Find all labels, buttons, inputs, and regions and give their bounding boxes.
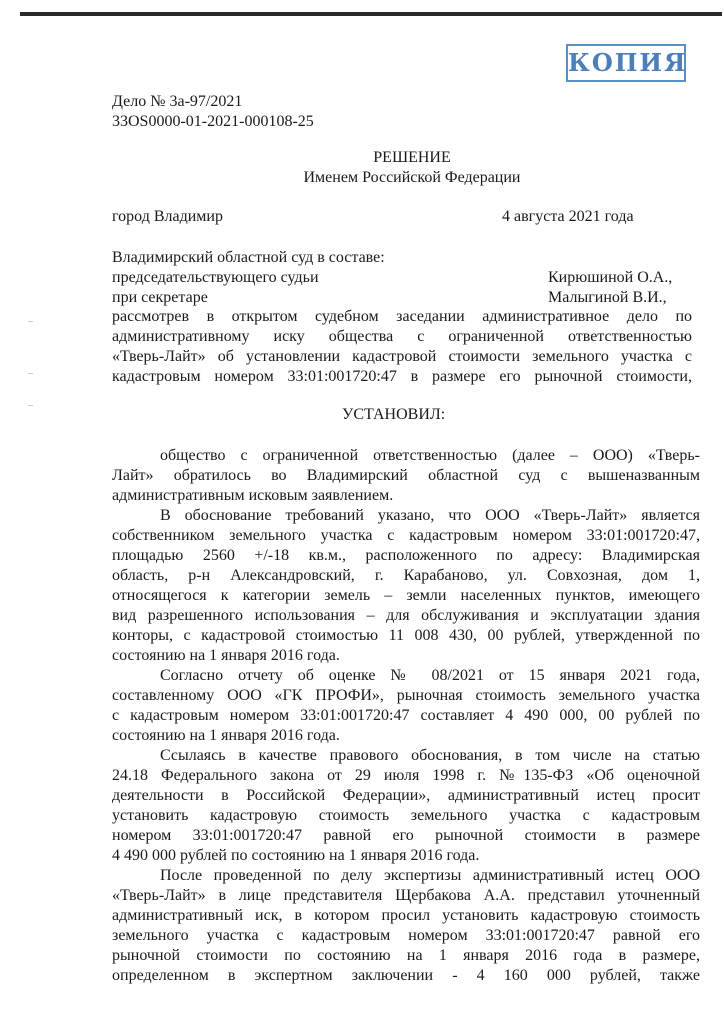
- body-line: После проведенной по делу экспертизы административный истец ООО: [160, 867, 700, 884]
- body-line: область, р-н Александровский, г. Карабаново, ул. Совхозная, дом 1,: [112, 567, 700, 584]
- body-line: В обоснование требований указано, что ООО «Тверь-Лайт» является: [160, 507, 700, 524]
- body-line: общество с ограниченной ответственностью (далее – ООО) «Тверь-: [160, 447, 700, 464]
- scan-top-border: [20, 12, 722, 16]
- body-line: «Тверь-Лайт» в лице представителя Щербакова А.А. представил уточненный: [112, 887, 700, 904]
- body-line: номером 33:01:001720:47 равной его рыночной стоимости в размере: [112, 827, 700, 844]
- document-title: РЕШЕНИЕ: [373, 149, 451, 166]
- body-line: Ссылаясь в качестве правового обоснования, в том числе на статью: [160, 747, 700, 764]
- court-composition: Владимирский областной суд в составе:: [112, 249, 385, 266]
- intro-line: рассмотрев в открытом судебном заседании административное дело по: [112, 308, 692, 325]
- body-line: состоянию на 1 января 2016 года.: [112, 647, 340, 664]
- body-line: административный иск, в котором просил установить кадастровую стоимость: [112, 907, 700, 924]
- intro-line: кадастровым номером 33:01:001720:47 в размере его рыночной стоимости,: [112, 368, 692, 385]
- body-line: Согласно отчету об оценке № 08/2021 от 15 января 2021 года,: [160, 667, 700, 684]
- judge-name: Кирюшиной О.А.,: [548, 269, 673, 286]
- body-line: установить кадастровую стоимость земельного участка с кадастровым: [112, 807, 700, 824]
- body-line: с кадастровым номером 33:01:001720:47 составляет 4 490 000, 00 рублей по: [112, 707, 700, 724]
- body-line: составленному ООО «ГК ПРОФИ», рыночная стоимость земельного участка: [112, 687, 700, 704]
- copy-stamp: КОПИЯ: [566, 44, 686, 82]
- case-number: Дело № 3а-97/2021: [112, 93, 243, 110]
- document-subtitle: Именем Российской Федерации: [303, 169, 521, 186]
- body-line: определенном в экспертном заключении - 4 160 000 рублей, также: [112, 967, 700, 984]
- body-line: конторы, с кадастровой стоимостью 11 008 430, 00 рублей, утвержденной по: [112, 627, 700, 644]
- secretary-role: при секретаре: [112, 289, 208, 306]
- judge-role: председательствующего судьи: [112, 269, 319, 286]
- scan-artifact: –: [28, 400, 33, 411]
- body-line: деятельности в Российской Федерации», административный истец просит: [112, 787, 700, 804]
- place: город Владимир: [112, 208, 223, 225]
- scan-artifact: –: [28, 368, 33, 379]
- section-heading: УСТАНОВИЛ:: [342, 406, 446, 423]
- body-line: Лайт» обратилось во Владимирский областной суд с вышеназванным: [112, 467, 700, 484]
- body-line: собственником земельного участка с кадастровым номером 33:01:001720:47,: [112, 527, 700, 544]
- secretary-name: Малыгиной В.И.,: [548, 289, 667, 306]
- scan-artifact: –: [28, 316, 33, 327]
- case-id: 33OS0000-01-2021-000108-25: [112, 113, 314, 130]
- body-line: вид разрешенного использования – для обслуживания и эксплуатации здания: [112, 607, 700, 624]
- body-line: площадью 2560 +/-18 кв.м., расположенного по адресу: Владимирская: [112, 547, 700, 564]
- intro-line: административному иску общества с ограниченной ответственностью: [112, 328, 692, 345]
- body-line: состоянию на 1 января 2016 года.: [112, 727, 340, 744]
- body-line: 24.18 Федерального закона от 29 июля 1998 г. №135-ФЗ «Об оценочной: [112, 767, 700, 784]
- body-line: относящегося к категории земель – земли населенных пунктов, имеющего: [112, 587, 700, 604]
- intro-line: «Тверь-Лайт» об установлении кадастровой стоимости земельного участка с: [112, 348, 692, 365]
- body-line: 4 490 000 рублей по состоянию на 1 января 2016 года.: [112, 847, 480, 864]
- date: 4 августа 2021 года: [502, 208, 634, 225]
- body-line: земельного участка с кадастровым номером 33:01:001720:47 равной его: [112, 927, 700, 944]
- body-line: рыночной стоимости по состоянию на 1 января 2016 года в размере,: [112, 947, 700, 964]
- body-line: административным исковым заявлением.: [112, 487, 394, 504]
